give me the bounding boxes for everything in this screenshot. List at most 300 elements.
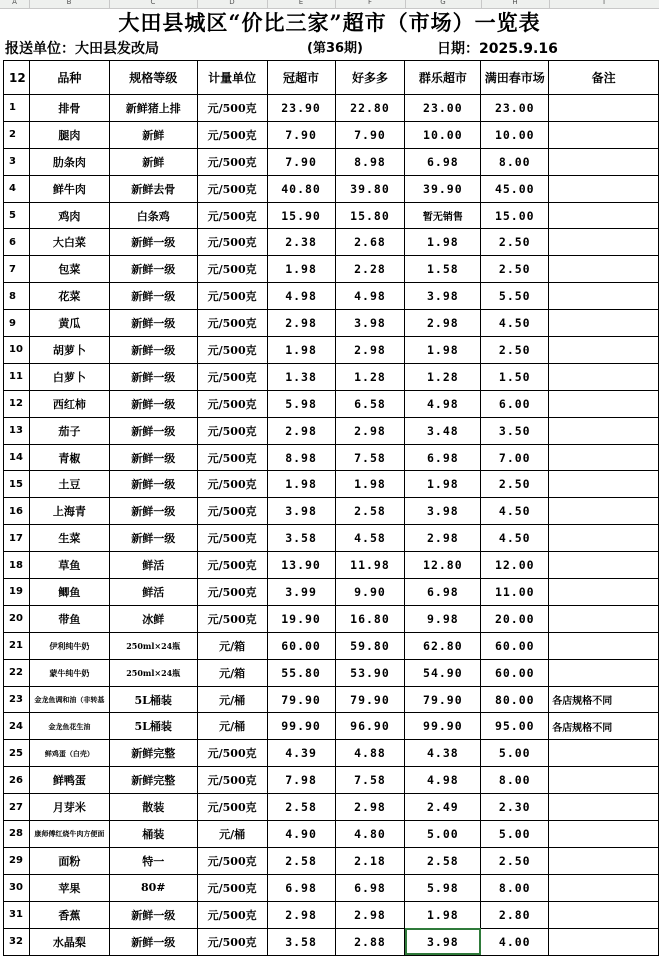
cell-variety[interactable]: 金龙鱼花生油	[29, 713, 109, 740]
cell-price-haoduoduo[interactable]: 4.58	[335, 525, 405, 552]
cell-price-qunle[interactable]: 1.98	[405, 901, 481, 928]
cell-unit[interactable]: 元/500克	[197, 148, 267, 175]
cell-variety[interactable]: 黄瓜	[29, 310, 109, 337]
cell-spec[interactable]: 新鲜一级	[109, 283, 197, 310]
cell-spec[interactable]: 新鲜一级	[109, 256, 197, 283]
cell-price-qunle[interactable]: 5.98	[405, 874, 481, 901]
column-a[interactable]: A	[12, 0, 17, 6]
cell-index[interactable]: 9	[4, 310, 30, 337]
cell-price-qunle[interactable]: 1.98	[405, 337, 481, 364]
cell-price-mantianchun[interactable]: 8.00	[481, 767, 549, 794]
cell-price-mantianchun[interactable]: 1.50	[481, 363, 549, 390]
cell-variety[interactable]: 白萝卜	[29, 363, 109, 390]
header-mantianchun-market[interactable]: 满田春市场	[481, 61, 549, 95]
cell-remarks[interactable]	[549, 148, 659, 175]
report-date[interactable]: 日期：2025.9.16	[437, 41, 558, 57]
cell-price-haoduoduo[interactable]: 15.80	[335, 202, 405, 229]
cell-price-mantianchun[interactable]: 2.50	[481, 256, 549, 283]
cell-price-mantianchun[interactable]: 11.00	[481, 579, 549, 606]
cell-price-haoduoduo[interactable]: 2.98	[335, 417, 405, 444]
cell-variety[interactable]: 茄子	[29, 417, 109, 444]
cell-price-guan[interactable]: 79.90	[267, 686, 335, 713]
period-number[interactable]: (第36期)	[307, 41, 363, 56]
cell-price-guan[interactable]: 2.98	[267, 417, 335, 444]
cell-price-haoduoduo[interactable]: 2.68	[335, 229, 405, 256]
cell-price-haoduoduo[interactable]: 59.80	[335, 632, 405, 659]
cell-price-mantianchun[interactable]: 2.50	[481, 847, 549, 874]
cell-spec[interactable]: 250ml×24瓶	[109, 659, 197, 686]
cell-remarks[interactable]	[549, 740, 659, 767]
cell-spec[interactable]: 特一	[109, 847, 197, 874]
cell-variety[interactable]: 包菜	[29, 256, 109, 283]
cell-unit[interactable]: 元/500克	[197, 202, 267, 229]
cell-index[interactable]: 21	[4, 632, 30, 659]
cell-index[interactable]: 8	[4, 283, 30, 310]
cell-variety[interactable]: 草鱼	[29, 552, 109, 579]
cell-price-haoduoduo[interactable]: 96.90	[335, 713, 405, 740]
cell-index[interactable]: 13	[4, 417, 30, 444]
cell-variety[interactable]: 香蕉	[29, 901, 109, 928]
column-d[interactable]: D	[229, 0, 235, 6]
cell-spec[interactable]: 5L桶装	[109, 713, 197, 740]
cell-price-guan[interactable]: 3.99	[267, 579, 335, 606]
cell-price-qunle[interactable]: 1.58	[405, 256, 481, 283]
cell-price-haoduoduo[interactable]: 2.98	[335, 794, 405, 821]
cell-remarks[interactable]: 各店规格不同	[549, 686, 659, 713]
cell-price-haoduoduo[interactable]: 7.90	[335, 121, 405, 148]
cell-variety[interactable]: 康师傅红烧牛肉方便面	[29, 821, 109, 848]
cell-spec[interactable]: 80#	[109, 874, 197, 901]
cell-price-qunle[interactable]: 4.98	[405, 767, 481, 794]
cell-price-qunle[interactable]: 39.90	[405, 175, 481, 202]
column-g[interactable]: G	[440, 0, 446, 6]
cell-remarks[interactable]	[549, 417, 659, 444]
cell-unit[interactable]: 元/桶	[197, 821, 267, 848]
cell-price-qunle[interactable]: 99.90	[405, 713, 481, 740]
cell-variety[interactable]: 排骨	[29, 95, 109, 122]
cell-index[interactable]: 14	[4, 444, 30, 471]
cell-unit[interactable]: 元/500克	[197, 417, 267, 444]
cell-price-mantianchun[interactable]: 2.80	[481, 901, 549, 928]
cell-remarks[interactable]	[549, 821, 659, 848]
cell-price-mantianchun[interactable]: 60.00	[481, 632, 549, 659]
cell-remarks[interactable]	[549, 498, 659, 525]
cell-price-guan[interactable]: 7.90	[267, 148, 335, 175]
cell-price-mantianchun[interactable]: 5.00	[481, 821, 549, 848]
cell-price-qunle[interactable]: 5.00	[405, 821, 481, 848]
cell-remarks[interactable]	[549, 605, 659, 632]
cell-price-haoduoduo[interactable]: 4.88	[335, 740, 405, 767]
cell-spec[interactable]: 新鲜一级	[109, 498, 197, 525]
cell-spec[interactable]: 新鲜一级	[109, 444, 197, 471]
cell-price-mantianchun[interactable]: 8.00	[481, 148, 549, 175]
cell-price-qunle[interactable]: 2.58	[405, 847, 481, 874]
cell-price-guan[interactable]: 7.98	[267, 767, 335, 794]
cell-unit[interactable]: 元/500克	[197, 794, 267, 821]
cell-unit[interactable]: 元/500克	[197, 175, 267, 202]
cell-remarks[interactable]	[549, 525, 659, 552]
cell-spec[interactable]: 250ml×24瓶	[109, 632, 197, 659]
cell-variety[interactable]: 水晶梨	[29, 928, 109, 955]
cell-price-mantianchun[interactable]: 6.00	[481, 390, 549, 417]
cell-remarks[interactable]	[549, 579, 659, 606]
cell-index[interactable]: 25	[4, 740, 30, 767]
cell-index[interactable]: 16	[4, 498, 30, 525]
cell-price-haoduoduo[interactable]: 16.80	[335, 605, 405, 632]
cell-variety[interactable]: 花菜	[29, 283, 109, 310]
cell-price-guan[interactable]: 55.80	[267, 659, 335, 686]
cell-price-mantianchun[interactable]: 2.30	[481, 794, 549, 821]
cell-index[interactable]: 27	[4, 794, 30, 821]
cell-price-guan[interactable]: 8.98	[267, 444, 335, 471]
cell-price-guan[interactable]: 7.90	[267, 121, 335, 148]
cell-remarks[interactable]	[549, 121, 659, 148]
cell-remarks[interactable]	[549, 202, 659, 229]
cell-spec[interactable]: 散装	[109, 794, 197, 821]
cell-price-mantianchun[interactable]: 4.50	[481, 525, 549, 552]
cell-price-guan[interactable]: 6.98	[267, 874, 335, 901]
cell-index[interactable]: 5	[4, 202, 30, 229]
cell-index[interactable]: 15	[4, 471, 30, 498]
cell-price-mantianchun[interactable]: 60.00	[481, 659, 549, 686]
cell-price-guan[interactable]: 3.58	[267, 525, 335, 552]
header-guan-supermarket[interactable]: 冠超市	[267, 61, 335, 95]
cell-index[interactable]: 4	[4, 175, 30, 202]
cell-index[interactable]: 31	[4, 901, 30, 928]
cell-price-haoduoduo[interactable]: 8.98	[335, 148, 405, 175]
cell-index[interactable]: 30	[4, 874, 30, 901]
cell-remarks[interactable]	[549, 256, 659, 283]
cell-index[interactable]: 32	[4, 928, 30, 955]
cell-price-haoduoduo[interactable]: 3.98	[335, 310, 405, 337]
cell-index[interactable]: 19	[4, 579, 30, 606]
cell-unit[interactable]: 元/500克	[197, 740, 267, 767]
cell-variety[interactable]: 青椒	[29, 444, 109, 471]
cell-remarks[interactable]	[549, 337, 659, 364]
cell-price-mantianchun[interactable]: 95.00	[481, 713, 549, 740]
cell-unit[interactable]: 元/500克	[197, 363, 267, 390]
cell-price-haoduoduo[interactable]: 2.18	[335, 847, 405, 874]
cell-price-guan[interactable]: 1.98	[267, 337, 335, 364]
cell-price-haoduoduo[interactable]: 11.98	[335, 552, 405, 579]
cell-price-haoduoduo[interactable]: 4.80	[335, 821, 405, 848]
cell-price-haoduoduo[interactable]: 2.58	[335, 498, 405, 525]
cell-unit[interactable]: 元/箱	[197, 659, 267, 686]
cell-price-mantianchun[interactable]: 2.50	[481, 471, 549, 498]
cell-price-guan[interactable]: 1.98	[267, 471, 335, 498]
cell-price-mantianchun[interactable]: 10.00	[481, 121, 549, 148]
cell-index[interactable]: 12	[4, 390, 30, 417]
cell-unit[interactable]: 元/500克	[197, 767, 267, 794]
cell-spec[interactable]: 新鲜一级	[109, 901, 197, 928]
cell-price-guan[interactable]: 2.58	[267, 794, 335, 821]
header-haoduoduo[interactable]: 好多多	[335, 61, 405, 95]
cell-remarks[interactable]	[549, 390, 659, 417]
cell-index[interactable]: 17	[4, 525, 30, 552]
cell-price-qunle[interactable]: 2.49	[405, 794, 481, 821]
cell-price-guan[interactable]: 1.98	[267, 256, 335, 283]
cell-price-mantianchun[interactable]: 4.00	[481, 928, 549, 955]
cell-variety[interactable]: 土豆	[29, 471, 109, 498]
cell-price-qunle[interactable]: 暂无销售	[405, 202, 481, 229]
column-c[interactable]: C	[150, 0, 156, 6]
cell-variety[interactable]: 苹果	[29, 874, 109, 901]
cell-index[interactable]: 28	[4, 821, 30, 848]
cell-price-mantianchun[interactable]: 4.50	[481, 498, 549, 525]
cell-price-haoduoduo[interactable]: 39.80	[335, 175, 405, 202]
cell-price-qunle[interactable]: 1.98	[405, 229, 481, 256]
cell-spec[interactable]: 鲜活	[109, 552, 197, 579]
cell-price-guan[interactable]: 3.98	[267, 498, 335, 525]
cell-price-guan[interactable]: 13.90	[267, 552, 335, 579]
cell-remarks[interactable]	[549, 794, 659, 821]
cell-index[interactable]: 7	[4, 256, 30, 283]
cell-price-qunle[interactable]: 2.98	[405, 310, 481, 337]
cell-price-mantianchun[interactable]: 8.00	[481, 874, 549, 901]
cell-variety[interactable]: 大白菜	[29, 229, 109, 256]
cell-unit[interactable]: 元/500克	[197, 525, 267, 552]
cell-variety[interactable]: 月芽米	[29, 794, 109, 821]
cell-index[interactable]: 11	[4, 363, 30, 390]
cell-price-haoduoduo[interactable]: 2.98	[335, 901, 405, 928]
cell-price-guan[interactable]: 4.39	[267, 740, 335, 767]
cell-variety[interactable]: 胡萝卜	[29, 337, 109, 364]
sheet-title[interactable]: 大田县城区“价比三家”超市（市场）一览表	[118, 10, 541, 35]
cell-spec[interactable]: 新鲜一级	[109, 363, 197, 390]
column-b[interactable]: B	[66, 0, 72, 6]
cell-remarks[interactable]	[549, 471, 659, 498]
cell-index[interactable]: 18	[4, 552, 30, 579]
cell-unit[interactable]: 元/500克	[197, 605, 267, 632]
cell-unit[interactable]: 元/500克	[197, 901, 267, 928]
cell-spec[interactable]: 新鲜一级	[109, 471, 197, 498]
cell-unit[interactable]: 元/500克	[197, 471, 267, 498]
cell-remarks[interactable]	[549, 552, 659, 579]
cell-price-haoduoduo[interactable]: 1.28	[335, 363, 405, 390]
cell-price-mantianchun[interactable]: 3.50	[481, 417, 549, 444]
cell-price-mantianchun[interactable]: 5.00	[481, 740, 549, 767]
cell-price-mantianchun[interactable]: 12.00	[481, 552, 549, 579]
cell-remarks[interactable]: 各店规格不同	[549, 713, 659, 740]
cell-price-guan[interactable]: 1.38	[267, 363, 335, 390]
cell-unit[interactable]: 元/箱	[197, 632, 267, 659]
cell-spec[interactable]: 鲜活	[109, 579, 197, 606]
cell-spec[interactable]: 新鲜	[109, 121, 197, 148]
cell-variety[interactable]: 上海青	[29, 498, 109, 525]
cell-price-guan[interactable]: 4.90	[267, 821, 335, 848]
cell-price-mantianchun[interactable]: 4.50	[481, 310, 549, 337]
cell-price-qunle[interactable]: 3.48	[405, 417, 481, 444]
cell-price-qunle[interactable]: 54.90	[405, 659, 481, 686]
cell-spec[interactable]: 新鲜去骨	[109, 175, 197, 202]
cell-remarks[interactable]	[549, 175, 659, 202]
cell-index[interactable]: 23	[4, 686, 30, 713]
cell-price-guan[interactable]: 2.98	[267, 901, 335, 928]
cell-variety[interactable]: 面粉	[29, 847, 109, 874]
column-i[interactable]: I	[602, 0, 606, 6]
cell-price-qunle[interactable]: 6.98	[405, 444, 481, 471]
cell-unit[interactable]: 元/500克	[197, 283, 267, 310]
cell-remarks[interactable]	[549, 659, 659, 686]
cell-unit[interactable]: 元/500克	[197, 310, 267, 337]
cell-variety[interactable]: 金龙鱼调和油（非转基	[29, 686, 109, 713]
cell-price-qunle[interactable]: 1.28	[405, 363, 481, 390]
cell-variety[interactable]: 鸡肉	[29, 202, 109, 229]
cell-price-qunle[interactable]: 79.90	[405, 686, 481, 713]
header-variety[interactable]: 品种	[29, 61, 109, 95]
cell-spec[interactable]: 新鲜一级	[109, 390, 197, 417]
cell-unit[interactable]: 元/500克	[197, 874, 267, 901]
cell-spec[interactable]: 新鲜一级	[109, 310, 197, 337]
cell-variety[interactable]: 鲜鸡蛋（白壳）	[29, 740, 109, 767]
cell-price-mantianchun[interactable]: 15.00	[481, 202, 549, 229]
cell-unit[interactable]: 元/500克	[197, 579, 267, 606]
cell-unit[interactable]: 元/500克	[197, 552, 267, 579]
cell-price-qunle[interactable]: 4.98	[405, 390, 481, 417]
cell-price-haoduoduo[interactable]: 22.80	[335, 95, 405, 122]
cell-price-haoduoduo[interactable]: 2.98	[335, 337, 405, 364]
cell-index[interactable]: 6	[4, 229, 30, 256]
cell-remarks[interactable]	[549, 928, 659, 955]
cell-price-qunle[interactable]: 2.98	[405, 525, 481, 552]
cell-remarks[interactable]	[549, 632, 659, 659]
cell-spec[interactable]: 新鲜猪上排	[109, 95, 197, 122]
cell-unit[interactable]: 元/500克	[197, 498, 267, 525]
cell-price-haoduoduo[interactable]: 79.90	[335, 686, 405, 713]
header-spec[interactable]: 规格等级	[109, 61, 197, 95]
cell-price-guan[interactable]: 2.38	[267, 229, 335, 256]
header-corner[interactable]: 12	[4, 61, 30, 95]
cell-unit[interactable]: 元/500克	[197, 95, 267, 122]
cell-price-qunle[interactable]: 62.80	[405, 632, 481, 659]
cell-price-qunle[interactable]: 3.98	[405, 498, 481, 525]
cell-price-haoduoduo[interactable]: 6.58	[335, 390, 405, 417]
cell-unit[interactable]: 元/500克	[197, 928, 267, 955]
cell-price-guan[interactable]: 23.90	[267, 95, 335, 122]
cell-spec[interactable]: 白条鸡	[109, 202, 197, 229]
cell-spec[interactable]: 新鲜一级	[109, 337, 197, 364]
cell-index[interactable]: 3	[4, 148, 30, 175]
cell-unit[interactable]: 元/500克	[197, 390, 267, 417]
cell-remarks[interactable]	[549, 95, 659, 122]
cell-price-mantianchun[interactable]: 5.50	[481, 283, 549, 310]
cell-price-haoduoduo[interactable]: 4.98	[335, 283, 405, 310]
cell-spec[interactable]: 冰鲜	[109, 605, 197, 632]
cell-unit[interactable]: 元/500克	[197, 256, 267, 283]
cell-unit[interactable]: 元/500克	[197, 229, 267, 256]
column-f[interactable]: F	[367, 0, 373, 6]
cell-index[interactable]: 10	[4, 337, 30, 364]
cell-price-guan[interactable]: 40.80	[267, 175, 335, 202]
cell-variety[interactable]: 鲜鸭蛋	[29, 767, 109, 794]
cell-price-guan[interactable]: 2.58	[267, 847, 335, 874]
cell-remarks[interactable]	[549, 283, 659, 310]
reporter-unit[interactable]: 报送单位：大田县发改局	[5, 41, 159, 57]
cell-variety[interactable]: 鲫鱼	[29, 579, 109, 606]
cell-index[interactable]: 29	[4, 847, 30, 874]
cell-unit[interactable]: 元/500克	[197, 121, 267, 148]
cell-spec[interactable]: 新鲜一级	[109, 229, 197, 256]
cell-price-mantianchun[interactable]: 2.50	[481, 337, 549, 364]
cell-variety[interactable]: 生菜	[29, 525, 109, 552]
cell-price-guan[interactable]: 15.90	[267, 202, 335, 229]
cell-price-mantianchun[interactable]: 20.00	[481, 605, 549, 632]
cell-price-guan[interactable]: 60.00	[267, 632, 335, 659]
cell-spec[interactable]: 5L桶装	[109, 686, 197, 713]
cell-price-guan[interactable]: 19.90	[267, 605, 335, 632]
cell-price-guan[interactable]: 3.58	[267, 928, 335, 955]
cell-price-qunle[interactable]: 6.98	[405, 148, 481, 175]
cell-spec[interactable]: 新鲜一级	[109, 417, 197, 444]
cell-variety[interactable]: 蒙牛纯牛奶	[29, 659, 109, 686]
cell-price-mantianchun[interactable]: 7.00	[481, 444, 549, 471]
cell-price-haoduoduo[interactable]: 2.88	[335, 928, 405, 955]
cell-spec[interactable]: 新鲜	[109, 148, 197, 175]
cell-variety[interactable]: 鲜牛肉	[29, 175, 109, 202]
cell-remarks[interactable]	[549, 901, 659, 928]
cell-price-haoduoduo[interactable]: 9.90	[335, 579, 405, 606]
cell-price-mantianchun[interactable]: 23.00	[481, 95, 549, 122]
cell-spec[interactable]: 桶装	[109, 821, 197, 848]
cell-variety[interactable]: 腿肉	[29, 121, 109, 148]
cell-index[interactable]: 24	[4, 713, 30, 740]
cell-remarks[interactable]	[549, 444, 659, 471]
cell-price-qunle[interactable]: 12.80	[405, 552, 481, 579]
cell-remarks[interactable]	[549, 229, 659, 256]
cell-index[interactable]: 20	[4, 605, 30, 632]
column-h[interactable]: H	[512, 0, 518, 6]
cell-price-haoduoduo[interactable]: 7.58	[335, 767, 405, 794]
cell-remarks[interactable]	[549, 847, 659, 874]
cell-price-guan[interactable]: 2.98	[267, 310, 335, 337]
header-unit[interactable]: 计量单位	[197, 61, 267, 95]
cell-unit[interactable]: 元/500克	[197, 444, 267, 471]
cell-variety[interactable]: 肋条肉	[29, 148, 109, 175]
cell-price-haoduoduo[interactable]: 1.98	[335, 471, 405, 498]
cell-remarks[interactable]	[549, 310, 659, 337]
cell-price-guan[interactable]: 4.98	[267, 283, 335, 310]
cell-price-haoduoduo[interactable]: 2.28	[335, 256, 405, 283]
cell-unit[interactable]: 元/500克	[197, 337, 267, 364]
column-e[interactable]: E	[298, 0, 304, 6]
cell-unit[interactable]: 元/桶	[197, 713, 267, 740]
cell-price-qunle[interactable]: 23.00	[405, 95, 481, 122]
cell-price-qunle[interactable]: 9.98	[405, 605, 481, 632]
cell-price-qunle[interactable]: 1.98	[405, 471, 481, 498]
cell-remarks[interactable]	[549, 874, 659, 901]
cell-price-qunle[interactable]: 3.98	[405, 283, 481, 310]
cell-index[interactable]: 22	[4, 659, 30, 686]
cell-variety[interactable]: 带鱼	[29, 605, 109, 632]
header-qunle-supermarket[interactable]: 群乐超市	[405, 61, 481, 95]
header-remarks[interactable]: 备注	[549, 61, 659, 95]
cell-variety[interactable]: 伊利纯牛奶	[29, 632, 109, 659]
cell-variety[interactable]: 西红柿	[29, 390, 109, 417]
cell-index[interactable]: 1	[4, 95, 30, 122]
cell-remarks[interactable]	[549, 767, 659, 794]
cell-index[interactable]: 26	[4, 767, 30, 794]
cell-unit[interactable]: 元/桶	[197, 686, 267, 713]
cell-price-guan[interactable]: 5.98	[267, 390, 335, 417]
cell-price-qunle[interactable]: 6.98	[405, 579, 481, 606]
cell-remarks[interactable]	[549, 363, 659, 390]
cell-price-mantianchun[interactable]: 80.00	[481, 686, 549, 713]
cell-spec[interactable]: 新鲜完整	[109, 740, 197, 767]
cell-price-mantianchun[interactable]: 45.00	[481, 175, 549, 202]
cell-price-haoduoduo[interactable]: 6.98	[335, 874, 405, 901]
cell-price-qunle[interactable]: 3.98	[405, 928, 481, 955]
cell-price-qunle[interactable]: 10.00	[405, 121, 481, 148]
